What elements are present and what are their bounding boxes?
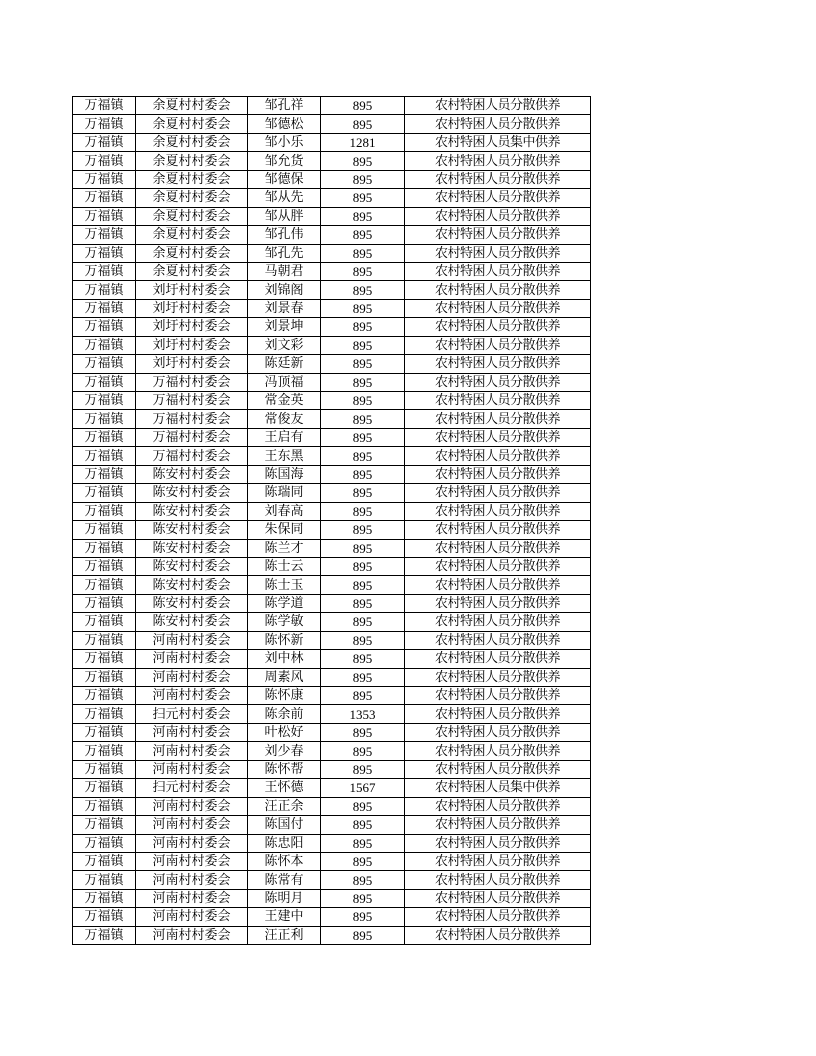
table-row [73, 834, 591, 852]
table-row [73, 631, 591, 649]
town-cell: 万福镇 [73, 613, 136, 631]
support-type-cell: 农村特困人员分散供养 [405, 373, 591, 391]
table-row [73, 705, 591, 723]
table-row [73, 281, 591, 299]
support-type-cell: 农村特困人员分散供养 [405, 281, 591, 299]
town-cell: 万福镇 [73, 594, 136, 612]
village-cell: 河南村村委会 [136, 668, 248, 686]
village-cell: 河南村村委会 [136, 742, 248, 760]
table-row [73, 926, 591, 944]
table-row [73, 226, 591, 244]
amount-cell: 895 [321, 650, 405, 668]
table-row [73, 97, 591, 115]
support-type-cell: 农村特困人员分散供养 [405, 170, 591, 188]
table-row [73, 262, 591, 280]
village-cell: 河南村村委会 [136, 797, 248, 815]
town-cell: 万福镇 [73, 852, 136, 870]
village-cell: 河南村村委会 [136, 723, 248, 741]
support-type-cell: 农村特困人员分散供养 [405, 926, 591, 944]
town-cell: 万福镇 [73, 816, 136, 834]
support-type-cell: 农村特困人员分散供养 [405, 576, 591, 594]
village-cell: 河南村村委会 [136, 852, 248, 870]
person-name-cell: 陈国海 [248, 465, 321, 483]
support-type-cell: 农村特困人员分散供养 [405, 502, 591, 520]
support-type-cell: 农村特困人员分散供养 [405, 115, 591, 133]
town-cell: 万福镇 [73, 226, 136, 244]
amount-cell: 895 [321, 816, 405, 834]
amount-cell: 895 [321, 447, 405, 465]
person-name-cell: 陈怀帮 [248, 760, 321, 778]
amount-cell: 1567 [321, 779, 405, 797]
person-name-cell: 王东黑 [248, 447, 321, 465]
support-type-cell: 农村特困人员分散供养 [405, 336, 591, 354]
town-cell: 万福镇 [73, 521, 136, 539]
amount-cell: 895 [321, 889, 405, 907]
village-cell: 刘圩村村委会 [136, 355, 248, 373]
support-type-cell: 农村特困人员分散供养 [405, 392, 591, 410]
amount-cell: 895 [321, 207, 405, 225]
town-cell: 万福镇 [73, 465, 136, 483]
village-cell: 河南村村委会 [136, 871, 248, 889]
table-row [73, 613, 591, 631]
town-cell: 万福镇 [73, 262, 136, 280]
village-cell: 余夏村村委会 [136, 262, 248, 280]
support-type-cell: 农村特困人员分散供养 [405, 723, 591, 741]
person-name-cell: 叶松好 [248, 723, 321, 741]
table-row [73, 539, 591, 557]
amount-cell: 895 [321, 834, 405, 852]
person-name-cell: 陈国付 [248, 816, 321, 834]
town-cell: 万福镇 [73, 152, 136, 170]
amount-cell: 895 [321, 760, 405, 778]
amount-cell: 895 [321, 797, 405, 815]
support-type-cell: 农村特困人员分散供养 [405, 447, 591, 465]
table-row [73, 207, 591, 225]
amount-cell: 895 [321, 576, 405, 594]
person-name-cell: 陈余前 [248, 705, 321, 723]
person-name-cell: 王启有 [248, 428, 321, 446]
person-name-cell: 陈士玉 [248, 576, 321, 594]
amount-cell: 895 [321, 355, 405, 373]
support-type-cell: 农村特困人员分散供养 [405, 742, 591, 760]
person-name-cell: 邹从胖 [248, 207, 321, 225]
town-cell: 万福镇 [73, 705, 136, 723]
support-type-cell: 农村特困人员分散供养 [405, 189, 591, 207]
support-type-cell: 农村特困人员分散供养 [405, 613, 591, 631]
table-row [73, 244, 591, 262]
person-name-cell: 陈常有 [248, 871, 321, 889]
amount-cell: 895 [321, 687, 405, 705]
person-name-cell: 马朝君 [248, 262, 321, 280]
person-name-cell: 刘景坤 [248, 318, 321, 336]
amount-cell: 895 [321, 373, 405, 391]
support-type-cell: 农村特困人员分散供养 [405, 539, 591, 557]
amount-cell: 895 [321, 244, 405, 262]
table-row [73, 189, 591, 207]
town-cell: 万福镇 [73, 557, 136, 575]
support-type-cell: 农村特困人员分散供养 [405, 557, 591, 575]
town-cell: 万福镇 [73, 779, 136, 797]
support-type-cell: 农村特困人员分散供养 [405, 465, 591, 483]
village-cell: 刘圩村村委会 [136, 281, 248, 299]
village-cell: 刘圩村村委会 [136, 336, 248, 354]
village-cell: 刘圩村村委会 [136, 318, 248, 336]
support-type-cell: 农村特困人员分散供养 [405, 318, 591, 336]
town-cell: 万福镇 [73, 410, 136, 428]
amount-cell: 895 [321, 521, 405, 539]
person-name-cell: 陈廷新 [248, 355, 321, 373]
village-cell: 陈安村村委会 [136, 521, 248, 539]
town-cell: 万福镇 [73, 797, 136, 815]
table-row [73, 318, 591, 336]
support-type-cell: 农村特困人员分散供养 [405, 299, 591, 317]
town-cell: 万福镇 [73, 115, 136, 133]
table-row [73, 797, 591, 815]
amount-cell: 895 [321, 908, 405, 926]
amount-cell: 895 [321, 594, 405, 612]
person-name-cell: 陈明月 [248, 889, 321, 907]
support-type-cell: 农村特困人员分散供养 [405, 97, 591, 115]
town-cell: 万福镇 [73, 631, 136, 649]
person-name-cell: 周素风 [248, 668, 321, 686]
person-name-cell: 常俊友 [248, 410, 321, 428]
amount-cell: 895 [321, 742, 405, 760]
support-type-cell: 农村特困人员分散供养 [405, 410, 591, 428]
relief-recipients-table [72, 96, 591, 945]
support-type-cell: 农村特困人员分散供养 [405, 226, 591, 244]
village-cell: 余夏村村委会 [136, 152, 248, 170]
person-name-cell: 刘锦阁 [248, 281, 321, 299]
support-type-cell: 农村特困人员分散供养 [405, 244, 591, 262]
town-cell: 万福镇 [73, 373, 136, 391]
table-row [73, 594, 591, 612]
town-cell: 万福镇 [73, 889, 136, 907]
town-cell: 万福镇 [73, 760, 136, 778]
table-row [73, 852, 591, 870]
village-cell: 河南村村委会 [136, 816, 248, 834]
table-row [73, 687, 591, 705]
amount-cell: 895 [321, 871, 405, 889]
table-row [73, 908, 591, 926]
person-name-cell: 陈学敏 [248, 613, 321, 631]
town-cell: 万福镇 [73, 723, 136, 741]
village-cell: 万福村村委会 [136, 428, 248, 446]
amount-cell: 895 [321, 318, 405, 336]
support-type-cell: 农村特困人员分散供养 [405, 207, 591, 225]
town-cell: 万福镇 [73, 355, 136, 373]
amount-cell: 895 [321, 115, 405, 133]
village-cell: 扫元村村委会 [136, 705, 248, 723]
town-cell: 万福镇 [73, 336, 136, 354]
amount-cell: 895 [321, 410, 405, 428]
town-cell: 万福镇 [73, 428, 136, 446]
support-type-cell: 农村特困人员分散供养 [405, 705, 591, 723]
person-name-cell: 汪正利 [248, 926, 321, 944]
village-cell: 陈安村村委会 [136, 484, 248, 502]
support-type-cell: 农村特困人员分散供养 [405, 797, 591, 815]
village-cell: 陈安村村委会 [136, 594, 248, 612]
town-cell: 万福镇 [73, 834, 136, 852]
person-name-cell: 陈瑞同 [248, 484, 321, 502]
table-row [73, 465, 591, 483]
person-name-cell: 陈士云 [248, 557, 321, 575]
amount-cell: 895 [321, 299, 405, 317]
town-cell: 万福镇 [73, 539, 136, 557]
support-type-cell: 农村特困人员分散供养 [405, 484, 591, 502]
village-cell: 陈安村村委会 [136, 465, 248, 483]
person-name-cell: 王怀德 [248, 779, 321, 797]
table-row [73, 521, 591, 539]
person-name-cell: 冯顶福 [248, 373, 321, 391]
amount-cell: 895 [321, 428, 405, 446]
person-name-cell: 陈怀康 [248, 687, 321, 705]
town-cell: 万福镇 [73, 299, 136, 317]
table-row [73, 410, 591, 428]
table-row [73, 428, 591, 446]
village-cell: 河南村村委会 [136, 650, 248, 668]
table-body [73, 97, 591, 945]
town-cell: 万福镇 [73, 502, 136, 520]
amount-cell: 895 [321, 852, 405, 870]
amount-cell: 895 [321, 539, 405, 557]
village-cell: 余夏村村委会 [136, 189, 248, 207]
support-type-cell: 农村特困人员分散供养 [405, 834, 591, 852]
person-name-cell: 陈忠阳 [248, 834, 321, 852]
support-type-cell: 农村特困人员分散供养 [405, 760, 591, 778]
town-cell: 万福镇 [73, 926, 136, 944]
table-row [73, 889, 591, 907]
table-row [73, 152, 591, 170]
village-cell: 万福村村委会 [136, 392, 248, 410]
person-name-cell: 陈怀本 [248, 852, 321, 870]
amount-cell: 895 [321, 336, 405, 354]
person-name-cell: 朱保同 [248, 521, 321, 539]
support-type-cell: 农村特困人员分散供养 [405, 889, 591, 907]
town-cell: 万福镇 [73, 871, 136, 889]
table-row [73, 650, 591, 668]
amount-cell: 895 [321, 152, 405, 170]
village-cell: 陈安村村委会 [136, 557, 248, 575]
amount-cell: 895 [321, 502, 405, 520]
village-cell: 刘圩村村委会 [136, 299, 248, 317]
table-row [73, 816, 591, 834]
person-name-cell: 刘中林 [248, 650, 321, 668]
table-row [73, 133, 591, 151]
amount-cell: 895 [321, 484, 405, 502]
village-cell: 陈安村村委会 [136, 613, 248, 631]
village-cell: 河南村村委会 [136, 926, 248, 944]
town-cell: 万福镇 [73, 281, 136, 299]
amount-cell: 1281 [321, 133, 405, 151]
table-row [73, 502, 591, 520]
village-cell: 余夏村村委会 [136, 170, 248, 188]
table-row [73, 373, 591, 391]
village-cell: 万福村村委会 [136, 373, 248, 391]
person-name-cell: 邹从先 [248, 189, 321, 207]
town-cell: 万福镇 [73, 742, 136, 760]
person-name-cell: 陈学道 [248, 594, 321, 612]
table-row [73, 779, 591, 797]
village-cell: 余夏村村委会 [136, 115, 248, 133]
person-name-cell: 刘春高 [248, 502, 321, 520]
amount-cell: 895 [321, 262, 405, 280]
person-name-cell: 邹允货 [248, 152, 321, 170]
village-cell: 陈安村村委会 [136, 576, 248, 594]
town-cell: 万福镇 [73, 650, 136, 668]
support-type-cell: 农村特困人员分散供养 [405, 262, 591, 280]
amount-cell: 895 [321, 557, 405, 575]
town-cell: 万福镇 [73, 133, 136, 151]
support-type-cell: 农村特困人员集中供养 [405, 779, 591, 797]
village-cell: 河南村村委会 [136, 834, 248, 852]
amount-cell: 895 [321, 170, 405, 188]
support-type-cell: 农村特困人员集中供养 [405, 133, 591, 151]
amount-cell: 895 [321, 668, 405, 686]
support-type-cell: 农村特困人员分散供养 [405, 852, 591, 870]
town-cell: 万福镇 [73, 207, 136, 225]
person-name-cell: 陈怀新 [248, 631, 321, 649]
amount-cell: 1353 [321, 705, 405, 723]
support-type-cell: 农村特困人员分散供养 [405, 355, 591, 373]
amount-cell: 895 [321, 926, 405, 944]
table-row [73, 668, 591, 686]
village-cell: 万福村村委会 [136, 410, 248, 428]
town-cell: 万福镇 [73, 687, 136, 705]
amount-cell: 895 [321, 392, 405, 410]
person-name-cell: 刘文彩 [248, 336, 321, 354]
table-row [73, 447, 591, 465]
support-type-cell: 农村特困人员分散供养 [405, 631, 591, 649]
support-type-cell: 农村特困人员分散供养 [405, 668, 591, 686]
amount-cell: 895 [321, 189, 405, 207]
village-cell: 陈安村村委会 [136, 502, 248, 520]
table-row [73, 557, 591, 575]
village-cell: 陈安村村委会 [136, 539, 248, 557]
support-type-cell: 农村特困人员分散供养 [405, 687, 591, 705]
town-cell: 万福镇 [73, 908, 136, 926]
person-name-cell: 邹德松 [248, 115, 321, 133]
table-row [73, 115, 591, 133]
village-cell: 余夏村村委会 [136, 133, 248, 151]
support-type-cell: 农村特困人员分散供养 [405, 521, 591, 539]
town-cell: 万福镇 [73, 392, 136, 410]
town-cell: 万福镇 [73, 189, 136, 207]
support-type-cell: 农村特困人员分散供养 [405, 816, 591, 834]
town-cell: 万福镇 [73, 668, 136, 686]
person-name-cell: 邹孔伟 [248, 226, 321, 244]
village-cell: 万福村村委会 [136, 447, 248, 465]
person-name-cell: 常金英 [248, 392, 321, 410]
person-name-cell: 刘少春 [248, 742, 321, 760]
amount-cell: 895 [321, 723, 405, 741]
village-cell: 河南村村委会 [136, 760, 248, 778]
amount-cell: 895 [321, 281, 405, 299]
town-cell: 万福镇 [73, 244, 136, 262]
village-cell: 余夏村村委会 [136, 207, 248, 225]
table-row [73, 299, 591, 317]
support-type-cell: 农村特困人员分散供养 [405, 152, 591, 170]
table-row [73, 723, 591, 741]
table-row [73, 742, 591, 760]
village-cell: 扫元村村委会 [136, 779, 248, 797]
support-type-cell: 农村特困人员分散供养 [405, 594, 591, 612]
village-cell: 河南村村委会 [136, 687, 248, 705]
town-cell: 万福镇 [73, 318, 136, 336]
person-name-cell: 邹小乐 [248, 133, 321, 151]
town-cell: 万福镇 [73, 447, 136, 465]
support-type-cell: 农村特困人员分散供养 [405, 650, 591, 668]
village-cell: 余夏村村委会 [136, 244, 248, 262]
table-row [73, 576, 591, 594]
amount-cell: 895 [321, 226, 405, 244]
village-cell: 河南村村委会 [136, 908, 248, 926]
amount-cell: 895 [321, 97, 405, 115]
table-row [73, 170, 591, 188]
person-name-cell: 汪正余 [248, 797, 321, 815]
person-name-cell: 王建中 [248, 908, 321, 926]
support-type-cell: 农村特困人员分散供养 [405, 428, 591, 446]
person-name-cell: 邹孔祥 [248, 97, 321, 115]
amount-cell: 895 [321, 465, 405, 483]
support-type-cell: 农村特困人员分散供养 [405, 871, 591, 889]
town-cell: 万福镇 [73, 170, 136, 188]
person-name-cell: 邹孔先 [248, 244, 321, 262]
town-cell: 万福镇 [73, 576, 136, 594]
support-type-cell: 农村特困人员分散供养 [405, 908, 591, 926]
table-row [73, 484, 591, 502]
table-row [73, 760, 591, 778]
person-name-cell: 陈兰才 [248, 539, 321, 557]
table-row [73, 392, 591, 410]
table-row [73, 871, 591, 889]
village-cell: 余夏村村委会 [136, 226, 248, 244]
table-row [73, 336, 591, 354]
person-name-cell: 刘景春 [248, 299, 321, 317]
village-cell: 河南村村委会 [136, 889, 248, 907]
amount-cell: 895 [321, 631, 405, 649]
town-cell: 万福镇 [73, 97, 136, 115]
amount-cell: 895 [321, 613, 405, 631]
table-row [73, 355, 591, 373]
person-name-cell: 邹德保 [248, 170, 321, 188]
village-cell: 河南村村委会 [136, 631, 248, 649]
town-cell: 万福镇 [73, 484, 136, 502]
village-cell: 余夏村村委会 [136, 97, 248, 115]
